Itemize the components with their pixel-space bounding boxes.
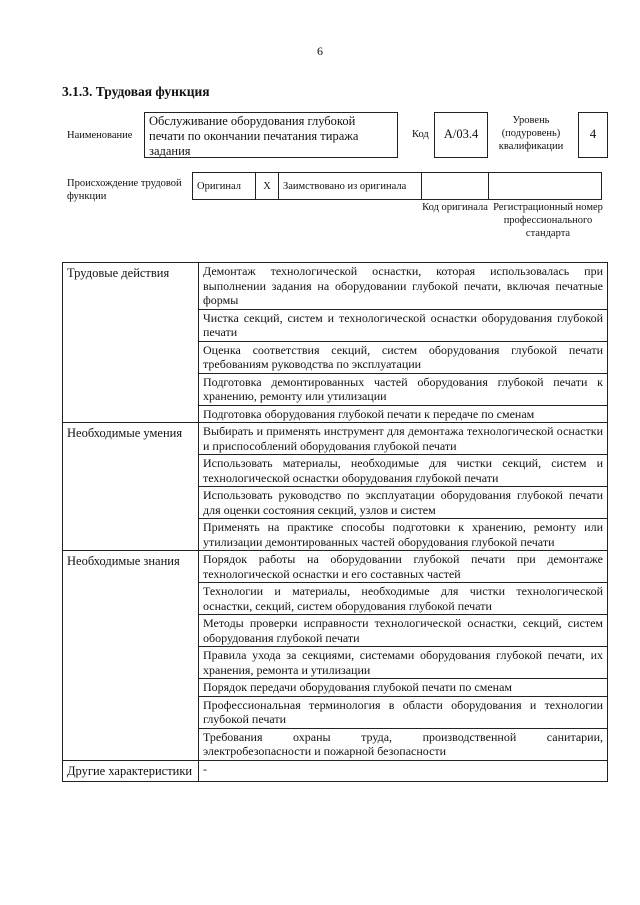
group-item: Выбирать и применять инструмент для демонтажа технологической оснастки и приспособлений оборудования глубокой печати: [199, 423, 608, 455]
group-item: Применять на практике способы подготовки к хранению, ремонту или утилизации демонтированных частей оборудования глубокой печати: [199, 519, 608, 551]
section-title: 3.1.3. Трудовая функция: [62, 84, 210, 99]
qualification-level-box: 4: [578, 112, 608, 158]
group-item: Порядок работы на оборудовании глубокой печати при демонтаже технологической оснастки и его составных частей: [199, 551, 608, 583]
code-box: А/03.4: [434, 112, 488, 158]
group-item: Методы проверки исправности технологической оснастки, секций, систем оборудования глубокой печати: [199, 615, 608, 647]
group-item: Порядок передачи оборудования глубокой печати по сменам: [199, 679, 608, 697]
group-item: Технологии и материалы, необходимые для чистки технологической оснастки, секций, систем оборудования глубокой печати: [199, 583, 608, 615]
qualification-level-label: Уровень (подуровень) квалификации: [498, 115, 564, 153]
origin-label: Происхождение трудовой функции: [67, 178, 182, 203]
group-item: Использовать руководство по эксплуатации оборудования глубокой печати для оценки состояния секций, узлов и систем: [199, 487, 608, 519]
code-label: Код: [412, 129, 429, 140]
group-item: Подготовка демонтированных частей оборудования глубокой печати к хранению, ремонту или утилизации: [199, 373, 608, 405]
group-title: Необходимые знания: [63, 551, 199, 761]
group-item: Оценка соответствия секций, систем оборудования глубокой печати требованиям руководства по эксплуатации: [199, 341, 608, 373]
group-title: Необходимые умения: [63, 423, 199, 551]
group-item: Демонтаж технологической оснастки, которая использовалась при выполнении задания на оборудовании глубокой печати, включая печатные формы: [199, 263, 608, 310]
original-cell: Оригинал: [193, 173, 256, 200]
group-item: Профессиональная терминология в области оборудования и технологии глубокой печати: [199, 696, 608, 728]
page-number: 6: [317, 44, 323, 58]
group-item: Требования охраны труда, производственной санитарии, электробезопасности и пожарной безопасности: [199, 728, 608, 760]
table-row: [63, 263, 608, 310]
origin-table: [192, 172, 602, 200]
table-row: [63, 551, 608, 583]
group-item: Использовать материалы, необходимые для чистки секций, систем и технологической оснастки оборудования глубокой печати: [199, 455, 608, 487]
name-label: Наименование: [67, 130, 133, 141]
group-item: -: [199, 760, 608, 782]
group-title: Трудовые действия: [63, 263, 199, 423]
group-item: Подготовка оборудования глубокой печати к передаче по сменам: [199, 405, 608, 423]
original-code-cell: [422, 173, 489, 200]
labor-function-table: [62, 262, 608, 782]
group-item: Чистка секций, систем и технологической оснастки оборудования глубокой печати: [199, 309, 608, 341]
registration-number-caption: Регистрационный номер профессионального стандарта: [493, 202, 603, 240]
table-row: [63, 760, 608, 782]
original-mark: X: [256, 173, 279, 200]
registration-number-cell: [489, 173, 602, 200]
function-name-box: Обслуживание оборудования глубокой печати по окончании печатания тиража задания: [144, 112, 398, 158]
table-row: [63, 423, 608, 455]
group-title: Другие характеристики: [63, 760, 199, 782]
original-code-caption: Код оригинала: [422, 202, 488, 213]
group-item: Правила ухода за секциями, системами оборудования глубокой печати, их хранения, ремонта и утилизации: [199, 647, 608, 679]
borrowed-cell: Заимствовано из оригинала: [279, 173, 422, 200]
